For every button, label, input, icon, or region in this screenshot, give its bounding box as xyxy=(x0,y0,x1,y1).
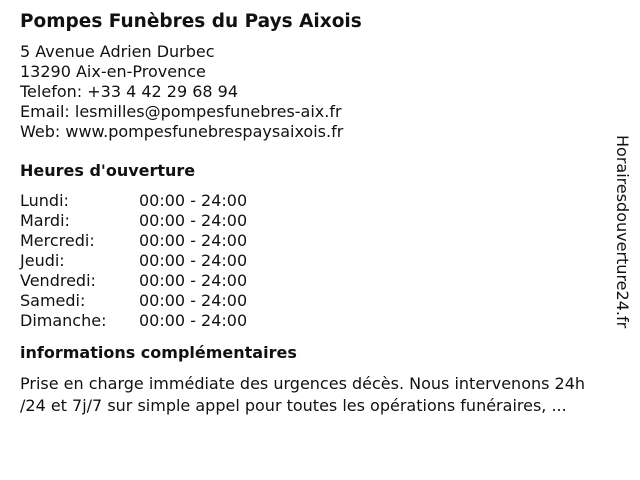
hours-row-jeudi xyxy=(20,251,620,271)
hours-time: 00:00 - 24:00 xyxy=(139,211,248,230)
hours-time: 00:00 - 24:00 xyxy=(139,231,248,250)
hours-day: Jeudi: xyxy=(20,251,65,270)
hours-day: Mercredi: xyxy=(20,231,95,250)
address-city: 13290 Aix-en-Provence xyxy=(20,62,206,81)
hours-time: 00:00 - 24:00 xyxy=(139,191,248,210)
contact-block xyxy=(20,42,620,142)
hours-row-lundi xyxy=(20,191,620,211)
info-text-line-1: Prise en charge immédiate des urgences décès. Nous intervenons 24h xyxy=(20,374,586,393)
hours-time: 00:00 - 24:00 xyxy=(139,271,248,290)
email-line: Email: lesmilles@pompesfunebres-aix.fr xyxy=(20,102,342,121)
hours-row-vendredi xyxy=(20,271,620,291)
hours-heading: Heures d'ouverture xyxy=(20,161,196,180)
info-text-line-2: /24 et 7j/7 sur simple appel pour toutes les opérations funéraires, ... xyxy=(20,396,567,415)
hours-table xyxy=(20,191,620,331)
info-heading: informations complémentaires xyxy=(20,343,297,362)
hours-day: Mardi: xyxy=(20,211,70,230)
hours-day: Vendredi: xyxy=(20,271,96,290)
hours-row-mercredi xyxy=(20,231,620,251)
hours-time: 00:00 - 24:00 xyxy=(139,291,248,310)
hours-row-mardi xyxy=(20,211,620,231)
address-street: 5 Avenue Adrien Durbec xyxy=(20,42,215,61)
hours-day: Samedi: xyxy=(20,291,86,310)
hours-row-samedi xyxy=(20,291,620,311)
web-line: Web: www.pompesfunebrespaysaixois.fr xyxy=(20,122,344,141)
phone-line: Telefon: +33 4 42 29 68 94 xyxy=(20,82,239,101)
business-card xyxy=(20,10,620,417)
hours-day: Dimanche: xyxy=(20,311,107,330)
business-name: Pompes Funèbres du Pays Aixois xyxy=(20,11,362,32)
watermark-site-label: Horairesdouverture24.fr xyxy=(613,135,632,329)
hours-time: 00:00 - 24:00 xyxy=(139,311,248,330)
hours-day: Lundi: xyxy=(20,191,69,210)
hours-time: 00:00 - 24:00 xyxy=(139,251,248,270)
hours-row-dimanche xyxy=(20,311,620,331)
